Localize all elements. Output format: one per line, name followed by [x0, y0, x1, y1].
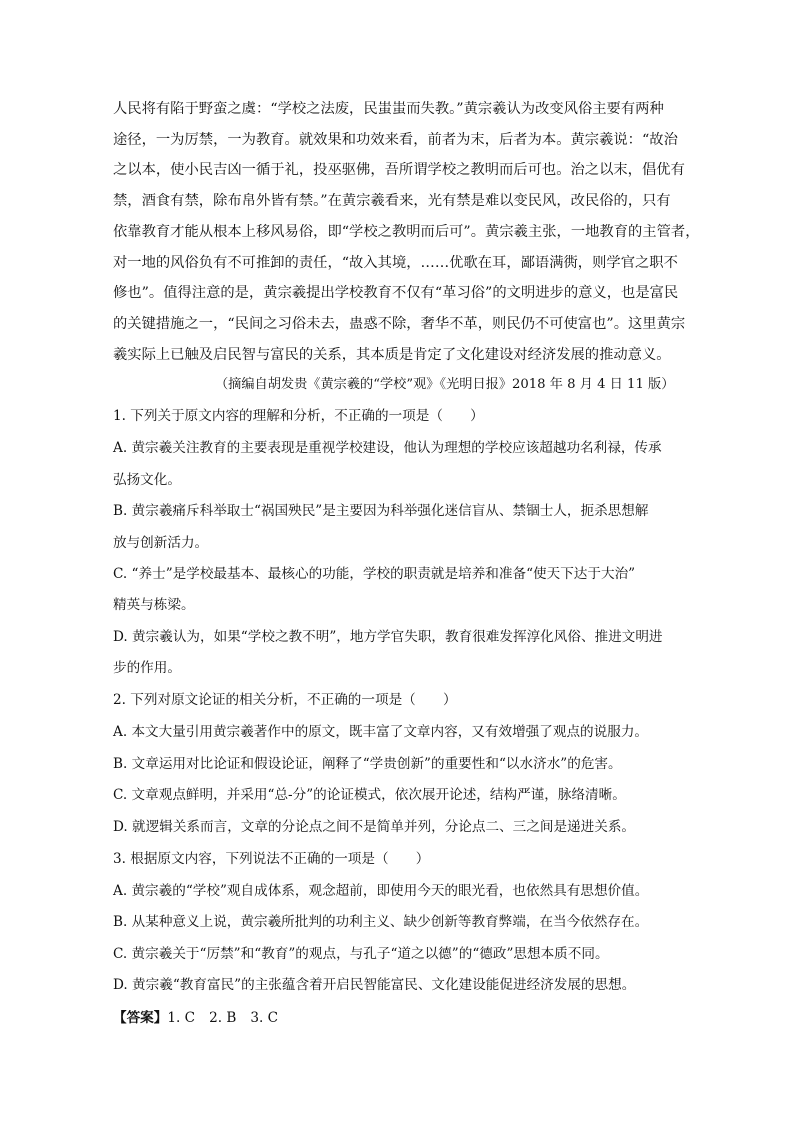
- answer-line: [113, 1002, 688, 1035]
- passage-line: 对一地的风俗负有不可推卸的责任，“故入其境，……优歌在耳，鄙语满衖，则学官之职不: [113, 254, 678, 271]
- passage-line: 途径，一为厉禁，一为教育。就效果和功效来看，前者为末，后者为本。黄宗羲说：“故治: [113, 131, 678, 148]
- option-d: D. 就逻辑关系而言，文章的分论点之间不是简单并列，分论点二、三之间是递进关系。: [113, 818, 636, 835]
- answer-item: 3. C: [250, 1009, 279, 1026]
- question-stem: 3. 根据原文内容，下列说法不正确的一项是（ ）: [113, 851, 430, 868]
- option-a: A. 黄宗羲关注教育的主要表现是重视学校建设，他认为理想的学校应该超越功名利禄，传承: [113, 440, 662, 457]
- source-citation: （摘编自胡发贵《黄宗羲的“学校”观》《光明日报》2018 年 8 月 4 日 11 版）: [215, 377, 675, 393]
- passage-line: 修也”。值得注意的是，黄宗羲提出学校教育不仅有“革习俗”的文明进步的意义，也是富民: [113, 285, 679, 302]
- option-c-continued: 精英与栋梁。: [113, 597, 195, 614]
- passage-line: 之以本，使小民吉凶一循于礼，投巫驱佛，吾所谓学校之教明而后可也。治之以末，倡优有: [113, 162, 685, 179]
- document-page: [113, 94, 700, 1035]
- option-d: D. 黄宗羲“教育富民”的主张蕴含着开启民智能富民、文化建设能促进经济发展的思想。: [113, 977, 636, 994]
- passage-line: 禁，酒食有禁，除布帛外皆有禁。”在黄宗羲看来，光有禁是难以变民风，改民俗的，只有: [113, 193, 671, 210]
- answer-label: 【答案】: [113, 1009, 168, 1026]
- option-d: D. 黄宗羲认为，如果“学校之教不明”，地方学官失职，教育很难发挥淳化风俗、推进文明进: [113, 628, 663, 645]
- question-1: [113, 400, 688, 684]
- passage-line: 的关键措施之一，“民间之习俗未去，蛊惑不除，奢华不革，则民仍不可使富也”。这里黄宗: [113, 315, 686, 332]
- question-stem: 2. 下列对原文论证的相关分析，不正确的一项是（ ）: [113, 692, 457, 709]
- question-2: [113, 684, 688, 843]
- option-b-continued: 放与创新活力。: [113, 534, 209, 551]
- option-d-continued: 步的作用。: [113, 660, 181, 677]
- passage-line: 人民将有陷于野蛮之虞：“学校之法废，民蚩蚩而失教。”黄宗羲认为改变风俗主要有两种: [113, 101, 664, 117]
- answer-item: 1. C: [167, 1009, 196, 1026]
- option-a: A. 黄宗羲的“学校”观自成体系，观念超前，即使用今天的眼光看，也依然具有思想价值。: [113, 883, 649, 900]
- option-c: C. 文章观点鲜明，并采用“总-分”的论证模式，依次展开论述，结构严谨，脉络清晰。: [113, 787, 626, 804]
- option-b: B. 从某种意义上说，黄宗羲所批判的功利主义、缺少创新等教育弊端，在当今依然存在。: [113, 914, 649, 931]
- option-b: B. 黄宗羲痛斥科举取士“祸国殃民”是主要因为科举强化迷信盲从、禁锢士人，扼杀思想解: [113, 503, 649, 520]
- option-c: C. “养士”是学校最基本、最核心的功能，学校的职责就是培养和准备“使天下达于大治”: [113, 565, 636, 582]
- passage-line: 依靠教育才能从根本上移风易俗，即“学校之教明而后可”。黄宗羲主张，一地教育的主管者，: [113, 223, 700, 240]
- passage-line: 羲实际上已触及启民智与富民的关系，其本质是肯定了文化建设对经济发展的推动意义。: [113, 346, 671, 363]
- option-c: C. 黄宗羲关于“厉禁”和“教育”的观点，与孔子“道之以德”的“德政”思想本质不同。: [113, 945, 609, 962]
- passage-paragraph: [113, 94, 700, 370]
- question-stem: 1. 下列关于原文内容的理解和分析，不正确的一项是（ ）: [113, 408, 484, 425]
- option-b: B. 文章运用对比论证和假设论证，阐释了“学贵创新”的重要性和“以水济水”的危害。: [113, 755, 622, 772]
- answer-item: 2. B: [209, 1009, 237, 1026]
- question-3: [113, 843, 688, 1002]
- option-a-continued: 弘扬文化。: [113, 471, 181, 488]
- option-a: A. 本文大量引用黄宗羲著作中的原文，既丰富了文章内容，又有效增强了观点的说服力。: [113, 724, 649, 741]
